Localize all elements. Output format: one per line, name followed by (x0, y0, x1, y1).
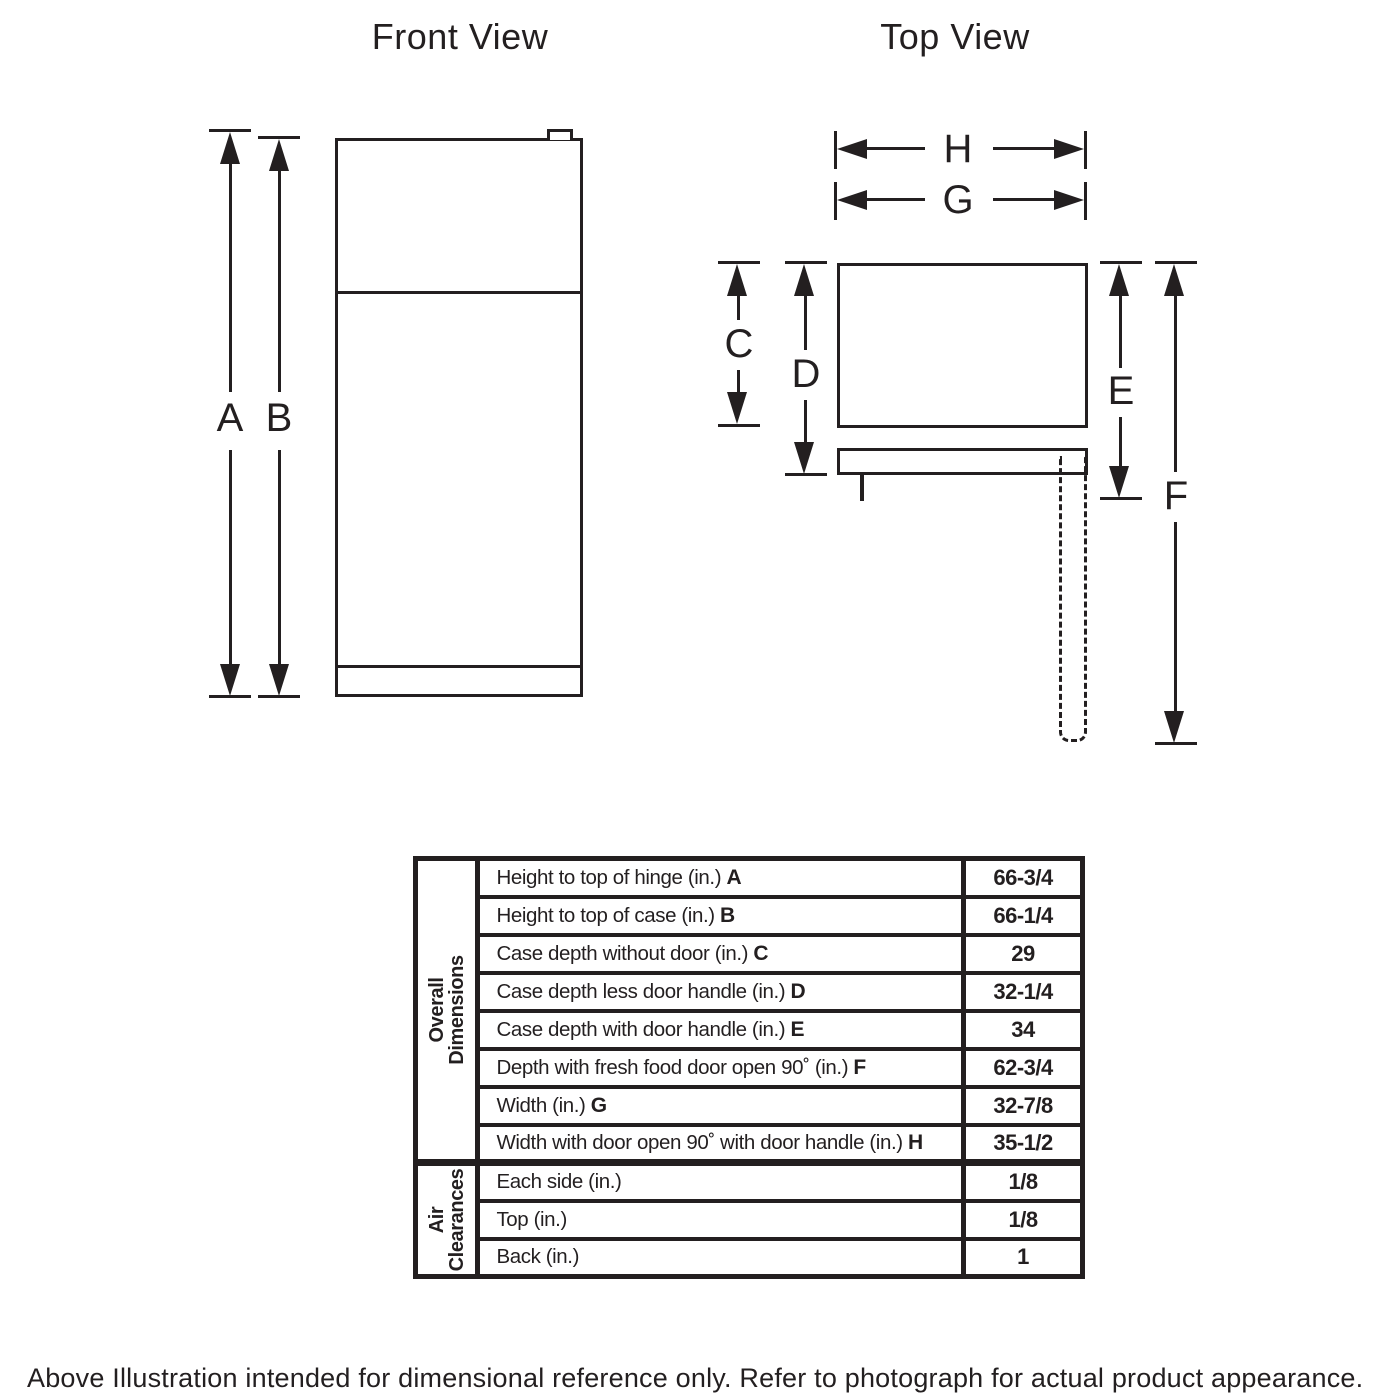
dim-f-down-arrow-icon (1164, 711, 1184, 743)
dim-d-down-arrow-icon (794, 442, 814, 474)
row-value: 66-1/4 (964, 897, 1083, 935)
dim-a-label: A (216, 396, 244, 440)
row-value: 32-1/4 (964, 973, 1083, 1011)
table-row (416, 935, 1083, 973)
top-view-title: Top View (880, 16, 1030, 57)
dim-g-right-tick (1084, 182, 1087, 220)
dim-e-bottom-tick (1100, 497, 1142, 500)
row-value: 1/8 (964, 1201, 1083, 1239)
dim-a-line-upper (229, 160, 232, 392)
row-value: 66-3/4 (964, 859, 1083, 897)
dim-f-line-lower (1174, 522, 1177, 712)
dim-b-down-arrow-icon (269, 664, 289, 696)
row-value: 35-1/2 (964, 1125, 1083, 1163)
row-label: Width with door open 90˚ with door handle (in.) H (478, 1125, 964, 1163)
group-overall-dimensions-label: Overall Dimensions (425, 955, 468, 1065)
top-view-case-outline (837, 263, 1088, 428)
dim-a-down-arrow-icon (220, 664, 240, 696)
row-label: Case depth without door (in.) C (478, 935, 964, 973)
row-label: Back (in.) (478, 1239, 964, 1277)
row-label: Top (in.) (478, 1201, 964, 1239)
dim-g-label: G (942, 178, 974, 222)
dim-d-line-upper (804, 292, 807, 350)
group-overall-dimensions (416, 859, 478, 1163)
dim-a-bottom-tick (209, 695, 251, 698)
footer-disclaimer-text: Above Illustration intended for dimensional reference only. Refer to photograph for actual product appearance. (27, 1363, 1364, 1393)
dim-b-label: B (265, 396, 293, 440)
dim-g-line-left (862, 198, 925, 201)
table-row (416, 1201, 1083, 1239)
table-row (416, 973, 1083, 1011)
top-view-door-outline (837, 448, 1088, 475)
table-row (416, 1011, 1083, 1049)
row-value: 32-7/8 (964, 1087, 1083, 1125)
dim-h-right-arrow-icon (1054, 139, 1084, 159)
dim-h-label: H (943, 127, 973, 171)
table-row (416, 1087, 1083, 1125)
group-air-clearances-label: Air Clearances (425, 1168, 468, 1272)
row-value: 1 (964, 1239, 1083, 1277)
dim-f-bottom-tick (1155, 742, 1197, 745)
dim-g-line-right (993, 198, 1057, 201)
dim-c-bottom-tick (718, 424, 760, 427)
dim-c-down-arrow-icon (727, 392, 747, 424)
freezer-door-divider-line (335, 291, 583, 294)
table-row (416, 1239, 1083, 1277)
dim-b-line-lower (278, 450, 281, 666)
dim-c-label: C (724, 322, 754, 366)
dim-b-bottom-tick (258, 695, 300, 698)
dim-g-right-arrow-icon (1054, 190, 1084, 210)
dim-h-right-tick (1084, 131, 1087, 169)
dim-f-label: F (1163, 474, 1189, 518)
row-label: Each side (in.) (478, 1163, 964, 1201)
fridge-hinge-cap (547, 129, 573, 140)
row-label: Height to top of case (in.) B (478, 897, 964, 935)
fridge-front-outline (335, 138, 583, 697)
dim-d-bottom-tick (785, 473, 827, 476)
dimensions-table (413, 856, 1085, 1279)
dim-b-line-upper (278, 167, 281, 392)
dim-d-label: D (791, 352, 821, 396)
top-view-door-open-dashed-outline (1059, 456, 1087, 742)
table-row (416, 859, 1083, 897)
row-value: 34 (964, 1011, 1083, 1049)
row-value: 62-3/4 (964, 1049, 1083, 1087)
dim-f-line-upper (1174, 292, 1177, 472)
table-row (416, 1163, 1083, 1201)
row-label: Height to top of hinge (in.) A (478, 859, 964, 897)
dim-c-line-upper (737, 292, 740, 320)
dim-e-label: E (1107, 369, 1135, 413)
table-row (416, 1049, 1083, 1087)
group-air-clearances (416, 1163, 478, 1277)
front-view-title: Front View (371, 16, 549, 57)
dim-h-line-right (993, 147, 1057, 150)
table-row (416, 897, 1083, 935)
dim-e-down-arrow-icon (1109, 466, 1129, 498)
row-label: Depth with fresh food door open 90˚ (in.) F (478, 1049, 964, 1087)
row-label: Case depth with door handle (in.) E (478, 1011, 964, 1049)
dim-e-line-upper (1119, 292, 1122, 368)
kick-plate-line (338, 665, 580, 668)
row-value: 1/8 (964, 1163, 1083, 1201)
dim-h-line-left (862, 147, 925, 150)
row-label: Width (in.) G (478, 1087, 964, 1125)
row-label: Case depth less door handle (in.) D (478, 973, 964, 1011)
dim-a-line-lower (229, 450, 232, 666)
row-value: 29 (964, 935, 1083, 973)
dim-e-line-lower (1119, 417, 1122, 468)
table-row (416, 1125, 1083, 1163)
top-view-door-handle-mark (860, 475, 864, 501)
dim-d-line-lower (804, 400, 807, 442)
dim-c-line-lower (737, 370, 740, 394)
